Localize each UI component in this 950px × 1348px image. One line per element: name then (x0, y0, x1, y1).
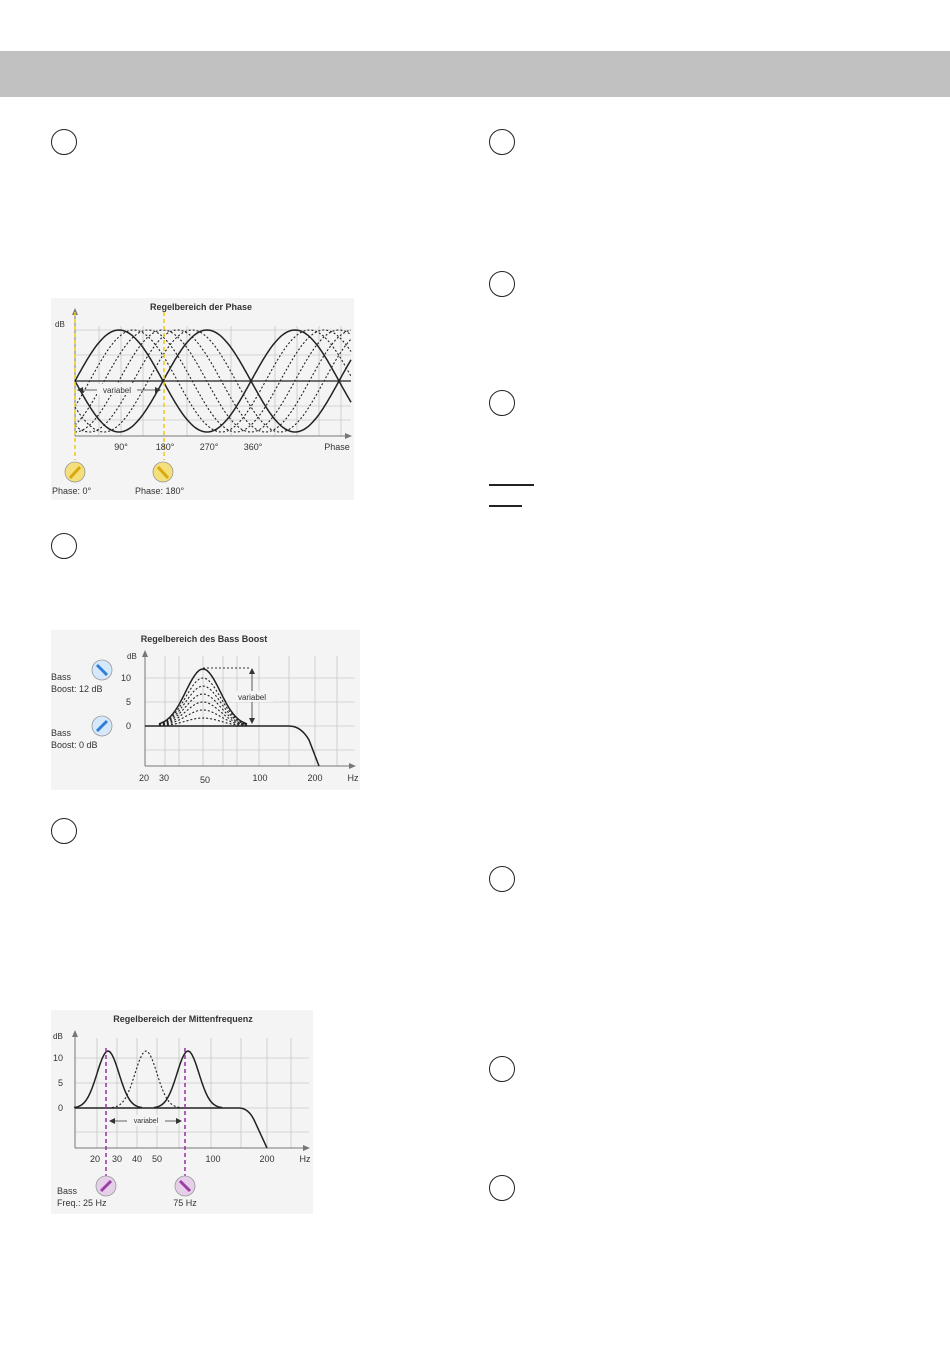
range-label: variabel (133, 1118, 159, 1125)
section-marker (489, 1056, 515, 1082)
chart-title: Regelbereich des Bass Boost (140, 634, 268, 644)
section-marker (51, 129, 77, 155)
section-marker (51, 818, 77, 844)
x-tick-label: 50 (151, 1154, 163, 1164)
knob-label: Bass (57, 1186, 78, 1196)
knob-label: Boost: 0 dB (51, 740, 98, 750)
x-axis-label: Hz (299, 1154, 311, 1164)
tick-label: 270° (199, 442, 219, 452)
phase-chart (51, 298, 354, 500)
x-tick-label: 200 (307, 773, 323, 783)
frequency-knob-icon (96, 1176, 116, 1196)
x-tick-label: 40 (131, 1154, 143, 1164)
section-marker (489, 390, 515, 416)
y-tick-label: 5 (125, 697, 131, 707)
x-tick-label: 20 (89, 1154, 101, 1164)
y-tick-label: 0 (125, 721, 131, 731)
y-tick-label: 10 (52, 1053, 63, 1063)
knob-label: Bass (51, 672, 72, 682)
chart-title: Regelbereich der Mittenfrequenz (113, 1014, 253, 1024)
knob-label: Phase: 180° (135, 486, 185, 496)
x-axis-label: Phase (324, 442, 350, 452)
tick-label: 360° (243, 442, 263, 452)
range-label: variabel (237, 693, 267, 702)
chart-title: Regelbereich der Phase (149, 302, 253, 312)
knob-label: Boost: 12 dB (51, 684, 103, 694)
y-tick-label: 5 (57, 1078, 63, 1088)
section-marker (489, 271, 515, 297)
section-marker (489, 866, 515, 892)
phase-knob-icon (153, 462, 173, 482)
knob-label: Bass (51, 728, 72, 738)
x-tick-label: 200 (259, 1154, 275, 1164)
x-tick-label: 30 (111, 1154, 123, 1164)
x-tick-label: 100 (252, 773, 268, 783)
section-marker (489, 129, 515, 155)
tick-label: 180° (155, 442, 175, 452)
frequency-curve (74, 1051, 142, 1108)
x-axis-label: Hz (347, 773, 359, 783)
x-tick-label: 50 (199, 775, 211, 785)
tick-label: 90° (114, 442, 128, 452)
frequency-curve (154, 1051, 222, 1108)
bass-boost-chart (51, 630, 360, 790)
knob-label: 75 Hz (173, 1198, 197, 1208)
bass-boost-knob-icon (92, 716, 112, 736)
section-marker (51, 533, 77, 559)
knob-label: Freq.: 25 Hz (57, 1198, 107, 1208)
freq-curves (74, 1051, 222, 1108)
frequency-knob-icon (175, 1176, 195, 1196)
y-axis-label: dB (127, 652, 137, 661)
frequency-curve (112, 1051, 180, 1108)
divider-line (489, 484, 534, 486)
y-tick-label: 0 (57, 1103, 63, 1113)
x-tick-label: 20 (138, 773, 150, 783)
y-axis-label: dB (53, 1032, 63, 1041)
divider-line (489, 505, 522, 507)
range-label: variabel (102, 386, 132, 395)
phase-knob-icon (65, 462, 85, 482)
y-axis-label: dB (55, 320, 65, 329)
center-frequency-chart (51, 1010, 313, 1214)
x-tick-label: 100 (205, 1154, 221, 1164)
y-tick-label: 10 (120, 673, 131, 683)
header-band (0, 51, 950, 97)
x-tick-label: 30 (158, 773, 170, 783)
knob-label: Phase: 0° (52, 486, 92, 496)
bass-boost-knob-icon (92, 660, 112, 680)
section-marker (489, 1175, 515, 1201)
